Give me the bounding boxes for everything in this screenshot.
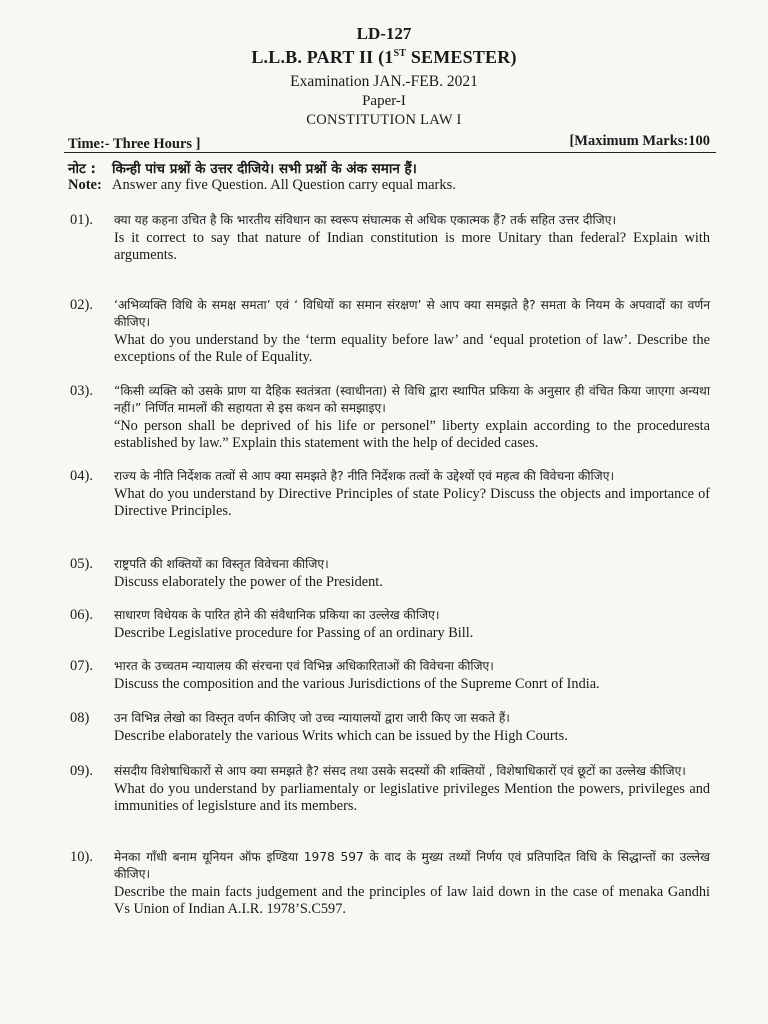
time-allowed: Time:- Three Hours ] — [68, 136, 201, 152]
question-text-hindi: क्या यह कहना उचित है कि भारतीय संविधान का स्वरूप संघात्मक से अधिक एकात्मक हैं? तर्क सहित उत्तर दीजिए। — [114, 213, 617, 227]
course-suffix: SEMESTER) — [406, 47, 517, 67]
question-number: 02). — [70, 297, 93, 313]
question-number: 10). — [70, 849, 93, 865]
question-text-english: Is it correct to say that nature of Indian constitution is more Unitary than federal? Explain with arguments. — [114, 230, 710, 263]
note-english — [68, 177, 456, 194]
note-english-text: Answer any five Question. All Question carry equal marks. — [112, 177, 456, 193]
paper-code: LD-127 — [356, 24, 412, 43]
note-english-label: Note: — [68, 177, 102, 193]
course-prefix: L.L.B. PART II (1 — [251, 47, 394, 67]
question-5 — [70, 556, 710, 591]
maximum-marks: [Maximum Marks:100 — [569, 133, 710, 149]
question-number: 05). — [70, 556, 93, 572]
question-text-english: What do you understand by parliamentaly or legislative privileges Mention the powers, privileges and immunities of legislsture and its members. — [114, 781, 710, 814]
question-number: 08) — [70, 710, 90, 726]
question-text-hindi: साधारण विधेयक के पारित होने की संवैधानिक प्रकिया का उल्लेख कीजिए। — [114, 608, 440, 622]
question-number: 01). — [70, 212, 93, 228]
question-text-hindi: ‘अभिव्यक्ति विधि के समक्ष समता’ एवं ‘ विधियों का समान संरक्षण’ से आप क्या समझते है? समता के नियम के अपवादों का वर्णन कीजिए। — [114, 298, 710, 329]
subject-title: CONSTITUTION LAW I — [306, 112, 462, 128]
question-text-hindi: मेनका गाँधी बनाम यूनियन ऑफ इण्डिया 1978 597 के वाद के मुख्य तथ्यों निर्णय एवं प्रतिपादित विधि के सिद्धान्तों का उल्लेख कीजिए। — [114, 850, 710, 881]
question-9 — [70, 763, 710, 815]
question-text-english: Describe Legislative procedure for Passing of an ordinary Bill. — [114, 625, 474, 641]
question-number: 07). — [70, 658, 93, 674]
question-text-english: What do you understand by Directive Principles of state Policy? Discuss the objects and importance of Directive Principles. — [114, 486, 710, 519]
question-text-hindi: राज्य के नीति निर्देशक तत्वों से आप क्या समझते है? नीति निर्देशक तत्वों के उद्देश्यों एवं महत्व की विवेचना कीजिए। — [114, 469, 615, 483]
note-hindi-text: किन्ही पांच प्रश्नों के उत्तर दीजिये। सभी प्रश्नों के अंक समान हैं। — [112, 161, 417, 177]
course-title — [0, 47, 768, 68]
question-4 — [70, 468, 710, 520]
question-8 — [70, 710, 710, 745]
exam-session: Examination JAN.-FEB. 2021 — [290, 73, 478, 90]
question-6 — [70, 607, 710, 642]
paper-number: Paper-I — [362, 93, 406, 109]
question-10 — [70, 849, 710, 918]
note-hindi — [68, 159, 417, 177]
question-number: 09). — [70, 763, 93, 779]
question-text-english: Describe elaborately the various Writs which can be issued by the High Courts. — [114, 728, 568, 744]
note-hindi-label: नोट : — [68, 161, 96, 177]
question-number: 06). — [70, 607, 93, 623]
question-3 — [70, 383, 710, 452]
question-number: 03). — [70, 383, 93, 399]
question-text-hindi: उन विभिन्न लेखो का विस्तृत वर्णन कीजिए जो उच्च न्यायालयों द्वारा जारी किए जा सकते हैं। — [114, 711, 510, 725]
question-2 — [70, 297, 710, 366]
question-text-hindi: राष्ट्रपति की शक्तियों का विस्तृत विवेचना कीजिए। — [114, 557, 329, 571]
question-7 — [70, 658, 710, 693]
question-text-english: Describe the main facts judgement and the principles of law laid down in the case of menaka Gandhi Vs Union of Indian A.I.R. 1978’S.C597. — [114, 884, 710, 917]
header-divider — [64, 152, 716, 153]
question-text-english: Discuss elaborately the power of the President. — [114, 574, 383, 590]
course-superscript: ST — [393, 48, 407, 59]
question-number: 04). — [70, 468, 93, 484]
question-text-english: What do you understand by the ‘term equality before law’ and ‘equal protetion of law’. Describe the exceptions of the Rule of Equality. — [114, 332, 710, 365]
question-text-hindi: संसदीय विशेषाधिकारों से आप क्या समझते है? संसद तथा उसके सदस्यों की शक्तियों , विशेषाधिकारों एवं छूटों का उल्लेख कीजिए। — [114, 764, 686, 778]
question-1 — [70, 212, 710, 264]
question-text-hindi: भारत के उच्चतम न्यायालय की संरचना एवं विभिन्न अधिकारिताओं की विवेचना कीजिए। — [114, 659, 494, 673]
question-text-hindi: “किसी व्यक्ति को उसके प्राण या दैहिक स्वतंत्रता (स्वाधीनता) से विधि द्वारा स्थापित प्रकिया के अनुसार ही वंचित किया जाएगा अन्यथा नहीं।” निर्णित मामलों की सहायता से इस कथन को समझाइए। — [114, 384, 710, 415]
question-text-english: “No person shall be deprived of his life or personel” liberty explain according to the proceduresta established by law.” Explain this statement with the help of decided cases. — [114, 418, 710, 451]
question-text-english: Discuss the composition and the various Jurisdictions of the Supreme Conrt of India. — [114, 676, 600, 692]
